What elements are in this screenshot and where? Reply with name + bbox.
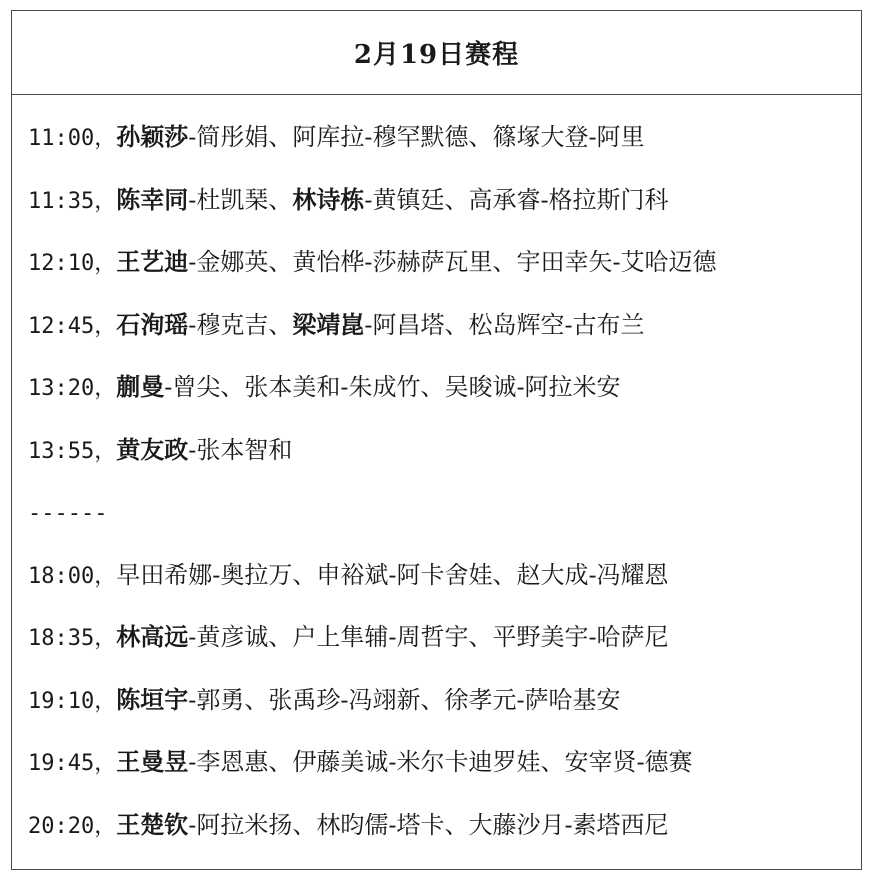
match-pairs: -阿昌塔、松岛辉空-古布兰 bbox=[364, 310, 645, 339]
match-pairs: -穆克吉、 bbox=[188, 310, 293, 339]
match-pairs: -李恩惠、伊藤美诚-米尔卡迪罗娃、安宰贤-德赛 bbox=[188, 748, 693, 776]
highlighted-player: 石洵瑶 bbox=[116, 309, 189, 339]
match-time: 18:35， bbox=[28, 626, 117, 651]
separator-dashes: ------ bbox=[28, 501, 108, 526]
highlighted-player: 孙颖莎 bbox=[116, 122, 189, 151]
highlighted-player: 王曼昱 bbox=[116, 747, 189, 776]
schedule-header bbox=[12, 11, 861, 95]
match-pairs: -阿拉米扬、林昀儒-塔卡、大藤沙月-素塔西尼 bbox=[188, 810, 669, 839]
match-pairs: -简彤娟、阿库拉-穆罕默德、篠塚大登-阿里 bbox=[188, 123, 645, 151]
highlighted-player: 林诗栋 bbox=[292, 184, 365, 214]
schedule-row bbox=[28, 731, 861, 794]
match-time: 18:00， bbox=[28, 563, 117, 589]
schedule-row bbox=[28, 231, 861, 294]
highlighted-player: 陈幸同 bbox=[116, 184, 189, 214]
highlighted-player: 梁靖崑 bbox=[292, 309, 365, 339]
match-time: 19:45， bbox=[28, 751, 117, 776]
match-time: 13:55， bbox=[28, 438, 117, 464]
highlighted-player: 林高远 bbox=[116, 622, 189, 651]
match-time: 12:10， bbox=[28, 251, 117, 276]
match-time: 12:45， bbox=[28, 313, 117, 339]
match-pairs: -黄镇廷、高承睿-格拉斯门科 bbox=[364, 185, 669, 214]
schedule-card bbox=[11, 10, 862, 870]
match-pairs: -张本智和 bbox=[188, 435, 293, 464]
match-time: 19:10， bbox=[28, 688, 117, 714]
schedule-list bbox=[28, 106, 861, 856]
schedule-separator bbox=[28, 481, 861, 544]
schedule-row bbox=[28, 606, 861, 669]
match-pairs: 早田希娜-奥拉万、申裕斌-阿卡舍娃、赵大成-冯耀恩 bbox=[116, 560, 669, 589]
match-pairs: -曾尖、张本美和-朱成竹、吴晙诚-阿拉米安 bbox=[164, 373, 621, 401]
highlighted-player: 王楚钦 bbox=[116, 809, 189, 839]
schedule-row bbox=[28, 294, 861, 357]
highlighted-player: 王艺迪 bbox=[116, 247, 189, 276]
match-time: 13:20， bbox=[28, 376, 117, 401]
schedule-row bbox=[28, 106, 861, 169]
match-pairs: -郭勇、张禹珍-冯翊新、徐孝元-萨哈基安 bbox=[188, 685, 621, 714]
match-time: 20:20， bbox=[28, 813, 117, 839]
schedule-row bbox=[28, 356, 861, 419]
schedule-row bbox=[28, 169, 861, 232]
match-pairs: -杜凯琹、 bbox=[188, 185, 293, 214]
schedule-row bbox=[28, 419, 861, 482]
schedule-row bbox=[28, 794, 861, 857]
page-title: 2月19日赛程 bbox=[353, 40, 520, 70]
match-pairs: -黄彦诚、户上隼辅-周哲宇、平野美宇-哈萨尼 bbox=[188, 623, 669, 651]
schedule-row bbox=[28, 669, 861, 732]
schedule-row bbox=[28, 544, 861, 607]
highlighted-player: 陈垣宇 bbox=[116, 684, 189, 714]
match-pairs: -金娜英、黄怡桦-莎赫萨瓦里、宇田幸矢-艾哈迈德 bbox=[188, 248, 717, 276]
match-time: 11:00， bbox=[28, 126, 117, 151]
highlighted-player: 蒯曼 bbox=[116, 372, 165, 401]
highlighted-player: 黄友政 bbox=[116, 434, 189, 464]
match-time: 11:35， bbox=[28, 188, 117, 214]
